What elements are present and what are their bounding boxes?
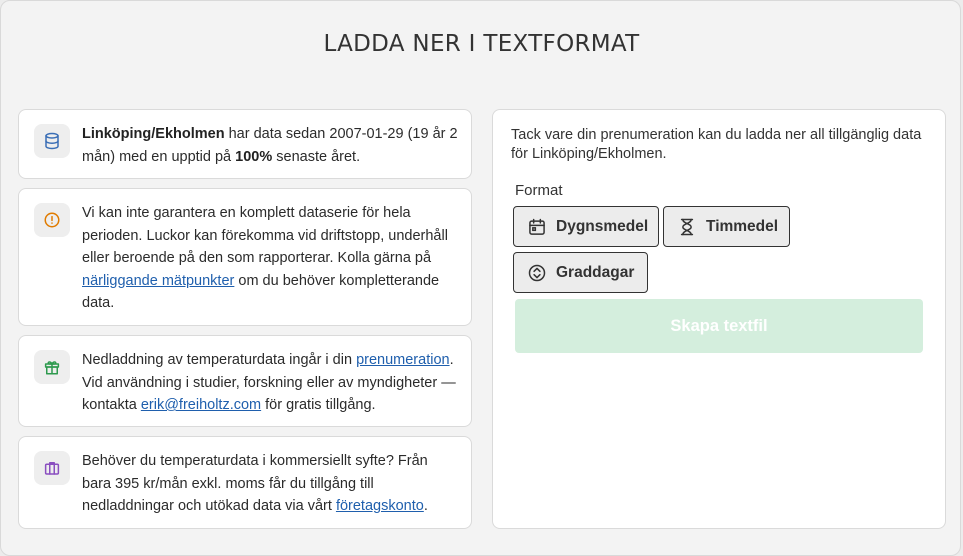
format-hourly-mean-label: Timmedel [706,217,779,235]
nearby-stations-link[interactable]: närliggande mätpunkter [82,272,235,289]
commercial-info-text [82,450,460,518]
subscription-part: . Vid användning i studier, forskning eller av myndigheter — kontakta [82,352,456,413]
commercial-part: . [423,498,428,514]
data-warning-card [18,188,472,326]
arrows-up-down-circle-icon [527,263,547,283]
station-info-text [82,123,460,168]
subscription-info-card [18,335,472,427]
create-textfile-button[interactable]: Skapa textfil [515,299,923,353]
station-info-part: senaste året. [272,148,361,165]
station-info-part: har data sedan 2007-01-29 (19 år 2 mån) med en upptid på [82,126,458,165]
briefcase-icon [34,451,70,485]
uptime-value: 100% [235,148,273,165]
commercial-info-card [18,436,472,529]
subscription-link[interactable]: prenumeration [356,352,450,368]
format-degree-days-button[interactable] [513,252,648,293]
download-intro-text: Tack vare din prenumeration kan du ladda ner all tillgänglig data för Linköping/Ekholmen. [511,127,922,162]
format-degree-days-label: Graddagar [556,263,635,281]
subscription-part: Nedladdning av temperaturdata ingår i din [82,352,357,368]
data-warning-text [82,202,460,315]
station-info-card [18,109,472,179]
format-daily-mean-label: Dygnsmedel [556,217,649,235]
format-hourly-mean-button[interactable] [663,206,790,247]
warning-part: om du behöver kompletterande data. [82,272,440,311]
commercial-part: Behöver du temperaturdata i kommersiellt syfte? Från bara 395 kr/mån exkl. moms får du tillgång till nedladdningar och utökad data via vårt [82,453,428,514]
calendar-icon [527,217,547,237]
format-label: Format [515,182,563,199]
database-icon [34,124,70,158]
alert-circle-icon [34,203,70,237]
warning-part: Vi kan inte garantera en komplett dataserie för hela perioden. Luckor kan förekomma vid driftstopp, underhåll eller beroende på den som rapporterar. Kolla gärna på [82,205,448,266]
subscription-part: för gratis tillgång. [261,397,376,413]
subscription-info-text [82,349,460,417]
contact-email-link[interactable]: erik@freiholtz.com [140,397,262,413]
format-daily-mean-button[interactable] [513,206,659,247]
gift-icon [34,350,70,384]
hourglass-icon [677,217,697,237]
download-panel [492,109,946,529]
station-name: Linköping/Ekholmen [82,126,225,142]
dialog-title: LADDA NER I TEXTFORMAT [323,31,640,57]
business-account-link[interactable]: företagskonto [335,498,424,514]
